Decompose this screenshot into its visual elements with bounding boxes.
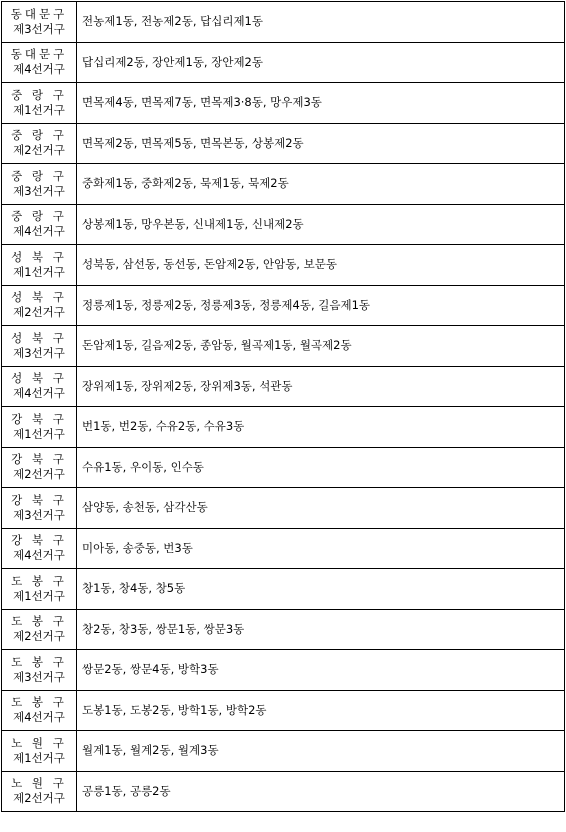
table-row (2, 690, 565, 731)
district-name: 성 북 구 (11, 249, 67, 264)
district-name: 도 봉 구 (11, 614, 67, 629)
district-name: 성 북 구 (11, 371, 67, 386)
areas-cell: 장위제1동, 장위제2동, 장위제3동, 석관동 (77, 366, 565, 407)
district-name: 중 랑 구 (11, 87, 67, 102)
district-cell (2, 326, 77, 367)
constituency-name: 제2선거구 (13, 467, 65, 482)
areas-cell: 성북동, 삼선동, 동선동, 돈암제2동, 안암동, 보문동 (77, 245, 565, 286)
areas-cell: 상봉제1동, 망우본동, 신내제1동, 신내제2동 (77, 204, 565, 245)
areas-cell: 월계1동, 월계2동, 월계3동 (77, 731, 565, 772)
district-cell (2, 407, 77, 448)
areas-cell: 중화제1동, 중화제2동, 묵제1동, 묵제2동 (77, 164, 565, 205)
areas-cell: 미아동, 송중동, 번3동 (77, 528, 565, 569)
district-name: 노 원 구 (11, 735, 67, 750)
areas-cell: 정릉제1동, 정릉제2동, 정릉제3동, 정릉제4동, 길음제1동 (77, 285, 565, 326)
table-row (2, 2, 565, 43)
district-name: 강 북 구 (11, 533, 67, 548)
areas-cell: 창1동, 창4동, 창5동 (77, 569, 565, 610)
constituency-name: 제3선거구 (13, 507, 65, 522)
constituency-name: 제1선거구 (13, 264, 65, 279)
district-cell (2, 650, 77, 691)
district-cell (2, 528, 77, 569)
district-name: 도 봉 구 (11, 573, 67, 588)
table-row (2, 609, 565, 650)
table-row (2, 569, 565, 610)
table-row (2, 285, 565, 326)
areas-cell: 전농제1동, 전농제2동, 답십리제1동 (77, 2, 565, 43)
district-name: 강 북 구 (11, 452, 67, 467)
table-row (2, 326, 565, 367)
district-cell (2, 488, 77, 529)
electoral-district-table (1, 1, 565, 812)
district-name: 중 랑 구 (11, 209, 67, 224)
areas-cell: 공릉1동, 공릉2동 (77, 771, 565, 812)
district-table-body (2, 2, 565, 812)
constituency-name: 제2선거구 (13, 305, 65, 320)
constituency-name: 제4선거구 (13, 386, 65, 401)
district-cell (2, 447, 77, 488)
areas-cell: 수유1동, 우이동, 인수동 (77, 447, 565, 488)
constituency-name: 제4선거구 (13, 62, 65, 77)
district-name: 강 북 구 (11, 411, 67, 426)
table-row (2, 447, 565, 488)
areas-cell: 답십리제2동, 장안제1동, 장안제2동 (77, 42, 565, 83)
district-cell (2, 731, 77, 772)
constituency-name: 제3선거구 (13, 21, 65, 36)
table-row (2, 123, 565, 164)
district-name: 강 북 구 (11, 492, 67, 507)
district-cell (2, 123, 77, 164)
areas-cell: 쌍문2동, 쌍문4동, 방학3동 (77, 650, 565, 691)
district-cell (2, 690, 77, 731)
areas-cell: 삼양동, 송천동, 삼각산동 (77, 488, 565, 529)
table-row (2, 731, 565, 772)
constituency-name: 제1선거구 (13, 102, 65, 117)
table-row (2, 528, 565, 569)
district-name: 동대문구 (10, 47, 68, 62)
constituency-name: 제2선거구 (13, 791, 65, 806)
district-name: 성 북 구 (11, 290, 67, 305)
areas-cell: 면목제2동, 면목제5동, 면목본동, 상봉제2동 (77, 123, 565, 164)
table-row (2, 407, 565, 448)
constituency-name: 제2선거구 (13, 629, 65, 644)
table-row (2, 366, 565, 407)
district-name: 도 봉 구 (11, 654, 67, 669)
table-row (2, 42, 565, 83)
areas-cell: 창2동, 창3동, 쌍문1동, 쌍문3동 (77, 609, 565, 650)
constituency-name: 제1선거구 (13, 426, 65, 441)
areas-cell: 돈암제1동, 길음제2동, 종암동, 월곡제1동, 월곡제2동 (77, 326, 565, 367)
areas-cell: 도봉1동, 도봉2동, 방학1동, 방학2동 (77, 690, 565, 731)
district-cell (2, 609, 77, 650)
district-name: 도 봉 구 (11, 695, 67, 710)
table-row (2, 164, 565, 205)
constituency-name: 제3선거구 (13, 669, 65, 684)
table-row (2, 488, 565, 529)
district-cell (2, 164, 77, 205)
district-cell (2, 569, 77, 610)
constituency-name: 제4선거구 (13, 710, 65, 725)
constituency-name: 제2선거구 (13, 143, 65, 158)
district-cell (2, 366, 77, 407)
table-row (2, 204, 565, 245)
district-cell (2, 771, 77, 812)
constituency-name: 제4선거구 (13, 548, 65, 563)
district-cell (2, 245, 77, 286)
constituency-name: 제1선거구 (13, 750, 65, 765)
areas-cell: 면목제4동, 면목제7동, 면목제3·8동, 망우제3동 (77, 83, 565, 124)
district-name: 노 원 구 (11, 776, 67, 791)
constituency-name: 제1선거구 (13, 588, 65, 603)
district-name: 중 랑 구 (11, 168, 67, 183)
district-cell (2, 83, 77, 124)
table-row (2, 650, 565, 691)
areas-cell: 번1동, 번2동, 수유2동, 수유3동 (77, 407, 565, 448)
table-row (2, 245, 565, 286)
district-cell (2, 204, 77, 245)
district-name: 동대문구 (10, 6, 68, 21)
table-row (2, 83, 565, 124)
district-cell (2, 285, 77, 326)
constituency-name: 제3선거구 (13, 345, 65, 360)
constituency-name: 제3선거구 (13, 183, 65, 198)
constituency-name: 제4선거구 (13, 224, 65, 239)
district-cell (2, 2, 77, 43)
district-name: 성 북 구 (11, 330, 67, 345)
district-cell (2, 42, 77, 83)
district-name: 중 랑 구 (11, 128, 67, 143)
table-row (2, 771, 565, 812)
